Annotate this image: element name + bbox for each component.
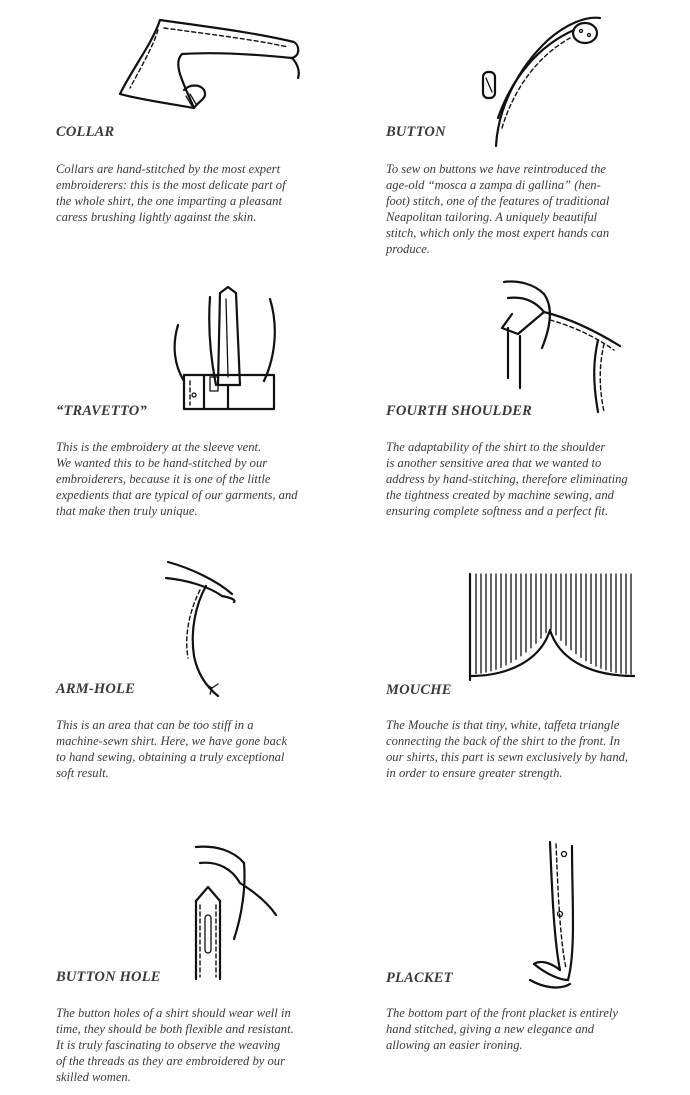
section-title-placket: PLACKET xyxy=(386,970,453,986)
section-description-button-hole: The button holes of a shirt should wear well in time, they should be both flexible and resistant. It is truly fascinating to observe the weaving of the threads as they are embroidered by our skilled women. xyxy=(56,1006,294,1084)
section-title-fourth-shoulder: FOURTH SHOULDER xyxy=(386,403,533,419)
section-description-fourth-shoulder: The adaptability of the shirt to the shoulder is another sensitive area that we wanted to address by hand-stitching, therefore eliminating the tightness created by machine sewing, and ensuring complete softness and a perfect fit. xyxy=(386,440,628,518)
collar-sketch-icon xyxy=(112,14,312,119)
placket-sketch-icon xyxy=(520,840,590,995)
section-description-button: To sew on buttons we have reintroduced the age-old “mosca a zampa di gallina” (hen- foot) stitch, one of the features of traditional Neapolitan tailoring. A uniquely beautiful stitch, which only the most expert hands can produce. xyxy=(386,162,610,256)
section-description-collar: Collars are hand-stitched by the most expert embroiderers: this is the most delicate part of the whole shirt, the one imparting a pleasant caress brushing lightly against the skin. xyxy=(56,162,286,224)
section-title-collar: COLLAR xyxy=(56,124,115,140)
travetto-sketch-icon xyxy=(170,285,285,415)
section-description-travetto: This is the embroidery at the sleeve vent. We wanted this to be hand-stitched by our embroiderers, because it is one of the little expedients that are typical of our garments, and that make then truly unique. xyxy=(56,440,298,518)
section-title-travetto: “TRAVETTO” xyxy=(56,403,147,419)
section-title-arm-hole: ARM-HOLE xyxy=(56,681,135,697)
section-description-mouche: The Mouche is that tiny, white, taffeta triangle connecting the back of the shirt to the front. In our shirts, this part is sewn exclusively by hand, in order to ensure greater strength. xyxy=(386,718,629,780)
mouche-sketch-icon xyxy=(466,572,641,687)
buttonhole-sketch-icon xyxy=(186,843,286,983)
section-description-placket: The bottom part of the front placket is entirely hand stitched, giving a new elegance and allowing an easier ironing. xyxy=(386,1006,619,1052)
armhole-sketch-icon xyxy=(160,560,250,700)
shoulder-sketch-icon xyxy=(498,278,628,418)
section-title-button-hole: BUTTON HOLE xyxy=(56,969,161,985)
section-title-button: BUTTON xyxy=(386,124,446,140)
section-title-mouche: MOUCHE xyxy=(386,682,452,698)
button-sketch-icon xyxy=(478,8,608,153)
section-description-arm-hole: This is an area that can be too stiff in a machine-sewn shirt. Here, we have gone back to hand sewing, obtaining a truly exceptional soft result. xyxy=(56,718,288,780)
